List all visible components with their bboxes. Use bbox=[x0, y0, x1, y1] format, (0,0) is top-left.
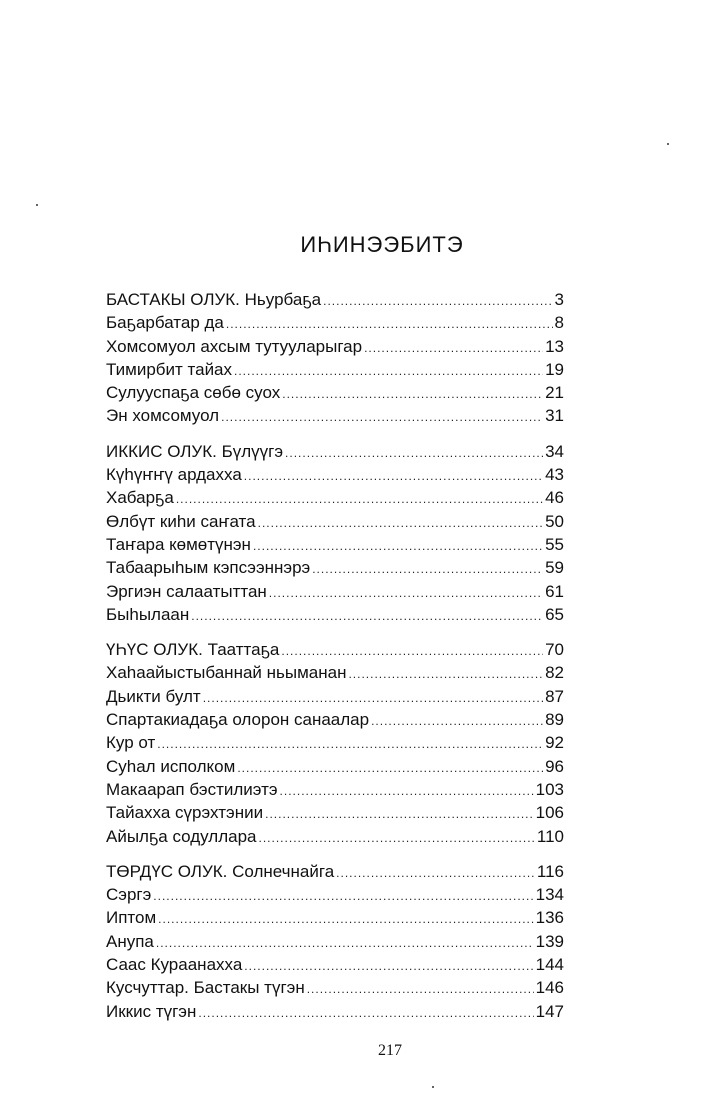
toc-entry-page: 103 bbox=[535, 779, 564, 799]
page-number: 217 bbox=[378, 1042, 402, 1059]
toc-entry-page: 31 bbox=[545, 406, 564, 426]
toc-entry-title: Өлбүт киһи саҥата bbox=[106, 511, 256, 531]
toc-entry-title: Анупа bbox=[106, 931, 154, 951]
toc-entry-page: 61 bbox=[545, 581, 564, 601]
dot-leader bbox=[307, 982, 534, 996]
toc-entry-page: 147 bbox=[535, 1001, 564, 1021]
dot-leader bbox=[237, 761, 543, 775]
dot-leader bbox=[198, 1006, 533, 1020]
dot-leader bbox=[265, 807, 534, 821]
dot-leader bbox=[153, 889, 533, 903]
toc-entry[interactable] bbox=[106, 1002, 564, 1025]
toc-entry[interactable] bbox=[106, 757, 564, 780]
dot-leader bbox=[156, 936, 534, 950]
dot-leader bbox=[348, 667, 543, 681]
toc-entry[interactable] bbox=[106, 337, 564, 360]
toc-entry-page: 136 bbox=[535, 908, 564, 928]
toc-entry-title: ИККИС ОЛУК. Бүлүүгэ bbox=[106, 441, 284, 461]
dot-leader bbox=[158, 912, 533, 926]
toc-entry-page: 144 bbox=[535, 955, 564, 975]
toc-entry-title: Эргиэн салаатыттан bbox=[106, 581, 267, 601]
toc-section bbox=[106, 290, 564, 430]
dot-leader bbox=[285, 446, 543, 460]
toc-entry-title: Спартакиадаҕа олорон санаалар bbox=[106, 710, 370, 730]
dot-leader bbox=[323, 294, 552, 308]
toc-entry-title: Эн хомсомуол bbox=[106, 406, 220, 426]
toc-entry[interactable] bbox=[106, 640, 564, 663]
toc-entry[interactable] bbox=[106, 313, 564, 336]
page-title: ИҺИНЭЭБИТЭ bbox=[300, 232, 464, 257]
toc-entry-page: 46 bbox=[545, 488, 564, 508]
toc-entry[interactable] bbox=[106, 955, 564, 978]
toc-entry-page: 110 bbox=[536, 826, 564, 846]
scan-speck bbox=[667, 143, 669, 145]
dot-leader bbox=[259, 831, 535, 845]
toc-entry-page: 87 bbox=[545, 686, 564, 706]
toc-entry-page: 3 bbox=[554, 290, 564, 309]
toc-entry-title: Саас Кураанахха bbox=[106, 955, 243, 975]
toc-entry-title: Сулууспаҕа сөбө суох bbox=[106, 383, 281, 403]
dot-leader bbox=[258, 516, 543, 530]
toc-entry-page: 116 bbox=[536, 861, 564, 881]
toc-entry[interactable] bbox=[106, 780, 564, 803]
toc-entry-title: Иптом bbox=[106, 908, 157, 928]
toc-entry-title: Тайахха сүрэхтэнии bbox=[106, 803, 264, 823]
toc-entry[interactable] bbox=[106, 885, 564, 908]
toc-entry[interactable] bbox=[106, 360, 564, 383]
toc-entry-title: Кусчуттар. Бастакы түгэн bbox=[106, 978, 305, 998]
toc-section bbox=[106, 862, 564, 1025]
scan-speck bbox=[432, 1086, 434, 1088]
dot-leader bbox=[157, 737, 543, 751]
toc-entry-title: ҮҺҮС ОЛУК. Тааттаҕа bbox=[106, 640, 280, 660]
dot-leader bbox=[312, 562, 543, 576]
toc-entry-title: Иккис түгэн bbox=[106, 1001, 197, 1021]
toc-entry[interactable] bbox=[106, 733, 564, 756]
toc-entry-page: 70 bbox=[545, 640, 564, 660]
dot-leader bbox=[203, 691, 543, 705]
toc-entry[interactable] bbox=[106, 687, 564, 710]
toc-entry-page: 34 bbox=[545, 441, 564, 461]
toc-entry-title: Тимирбит тайах bbox=[106, 359, 233, 379]
toc-entry-page: 13 bbox=[545, 336, 564, 356]
toc-entry[interactable] bbox=[106, 803, 564, 826]
toc-entry-page: 43 bbox=[545, 465, 564, 485]
dot-leader bbox=[244, 469, 543, 483]
toc-entry-title: Сэргэ bbox=[106, 885, 152, 905]
toc-entry-page: 92 bbox=[545, 733, 564, 753]
toc-entry-title: Дьикти булт bbox=[106, 686, 201, 706]
toc-entry-page: 50 bbox=[545, 511, 564, 531]
toc-entry-title: Суһал исполком bbox=[106, 756, 236, 776]
toc-entry[interactable] bbox=[106, 710, 564, 733]
toc-entry-title: БАСТАКЫ ОЛУК. Ньурбаҕа bbox=[106, 290, 322, 309]
toc-entry-page: 19 bbox=[545, 359, 564, 379]
toc-entry[interactable] bbox=[106, 290, 564, 313]
dot-leader bbox=[253, 539, 543, 553]
toc-entry[interactable] bbox=[106, 862, 564, 885]
toc-section bbox=[106, 442, 564, 628]
toc-entry-title: Баҕарбатар да bbox=[106, 313, 224, 333]
toc-entry[interactable] bbox=[106, 827, 564, 850]
toc-entry-title: Хабарҕа bbox=[106, 488, 174, 508]
dot-leader bbox=[191, 609, 543, 623]
toc-section bbox=[106, 640, 564, 850]
toc-entry-page: 89 bbox=[545, 710, 564, 730]
toc-entry-title: Кур от bbox=[106, 733, 156, 753]
toc-entry-title: Хомсомуол ахсым тутууларыгар bbox=[106, 336, 363, 356]
toc-entry-title: Макаарап бэстилиэтэ bbox=[106, 779, 278, 799]
toc-entry-title: Таҥара көмөтүнэн bbox=[106, 534, 251, 554]
toc-entry-title: Айылҕа содуллара bbox=[106, 826, 257, 846]
toc-entry[interactable] bbox=[106, 512, 564, 535]
toc-entry-page: 65 bbox=[545, 604, 564, 624]
toc-entry[interactable] bbox=[106, 383, 564, 406]
toc-entry-page: 21 bbox=[545, 383, 564, 403]
dot-leader bbox=[281, 644, 543, 658]
toc-entry[interactable] bbox=[106, 908, 564, 931]
toc-entry-page: 146 bbox=[535, 978, 564, 998]
toc-entry[interactable] bbox=[106, 558, 564, 581]
toc-entry-page: 106 bbox=[535, 803, 564, 823]
toc-entry-page: 82 bbox=[545, 663, 564, 683]
toc-entry[interactable] bbox=[106, 442, 564, 465]
dot-leader bbox=[336, 866, 535, 880]
dot-leader bbox=[269, 586, 543, 600]
toc-entry-title: Күһүҥҥү ардахха bbox=[106, 465, 242, 485]
table-of-contents bbox=[106, 290, 564, 1025]
toc-entry[interactable] bbox=[106, 406, 564, 429]
toc-entry[interactable] bbox=[106, 582, 564, 605]
dot-leader bbox=[176, 492, 543, 506]
toc-entry-page: 134 bbox=[535, 885, 564, 905]
toc-entry-page: 139 bbox=[535, 931, 564, 951]
toc-entry[interactable] bbox=[106, 535, 564, 558]
toc-entry[interactable] bbox=[106, 465, 564, 488]
toc-entry-title: Табаарыһым кэпсээннэрэ bbox=[106, 558, 311, 578]
toc-entry-page: 55 bbox=[545, 534, 564, 554]
toc-entry-title: ТӨРДҮС ОЛУК. Солнечнайга bbox=[106, 861, 335, 881]
toc-entry[interactable] bbox=[106, 978, 564, 1001]
scan-speck bbox=[36, 204, 38, 206]
dot-leader bbox=[371, 714, 543, 728]
toc-entry-page: 96 bbox=[545, 756, 564, 776]
toc-entry-page: 8 bbox=[554, 313, 564, 333]
dot-leader bbox=[280, 784, 534, 798]
dot-leader bbox=[226, 317, 553, 331]
toc-entry[interactable] bbox=[106, 663, 564, 686]
toc-entry-page: 59 bbox=[545, 558, 564, 578]
toc-entry-title: Хаһаайыстыбаннай ньыманан bbox=[106, 663, 347, 683]
dot-leader bbox=[244, 959, 533, 973]
toc-entry[interactable] bbox=[106, 932, 564, 955]
dot-leader bbox=[364, 341, 543, 355]
dot-leader bbox=[221, 410, 543, 424]
toc-entry-title: Быһылаан bbox=[106, 604, 190, 624]
toc-entry[interactable] bbox=[106, 605, 564, 628]
dot-leader bbox=[282, 387, 543, 401]
toc-entry[interactable] bbox=[106, 488, 564, 511]
dot-leader bbox=[234, 364, 543, 378]
